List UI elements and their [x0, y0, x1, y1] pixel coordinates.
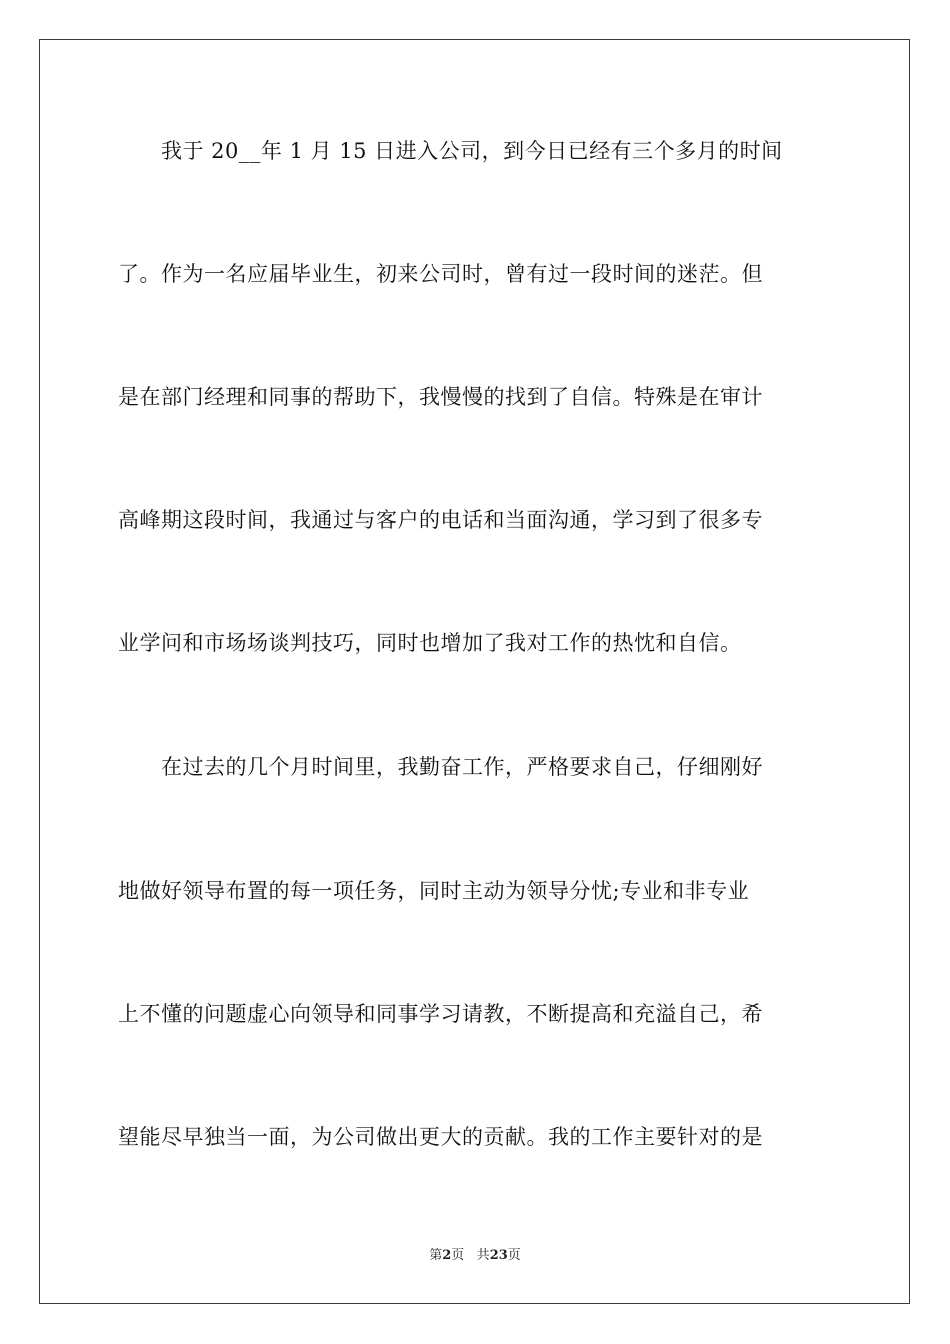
total-suffix: 页: [507, 1248, 521, 1263]
body-line-4: 高峰期这段时间，我通过与客户的电话和当面沟通，学习到了很多专: [118, 508, 763, 532]
current-page-number: 2: [442, 1248, 452, 1263]
body-line-8: 上不懂的问题虚心向领导和同事学习请教，不断提高和充溢自己，希: [118, 1002, 763, 1026]
total-pages-number: 23: [489, 1248, 508, 1263]
page-suffix: 页: [451, 1248, 465, 1263]
page-footer: [0, 1248, 950, 1264]
body-line-3: 是在部门经理和同事的帮助下，我慢慢的找到了自信。特殊是在审计: [118, 385, 763, 409]
body-line-7: 地做好领导布置的每一项任务，同时主动为领导分忧;专业和非专业: [118, 879, 750, 903]
total-prefix: 共: [476, 1248, 490, 1263]
body-line-6: 在过去的几个月时间里，我勤奋工作，严格要求自己，仔细刚好: [118, 755, 763, 779]
page-prefix: 第: [429, 1248, 443, 1263]
body-line-9: 望能尽早独当一面，为公司做出更大的贡献。我的工作主要针对的是: [118, 1125, 763, 1149]
body-line-5: 业学问和市场场谈判技巧，同时也增加了我对工作的热忱和自信。: [118, 631, 742, 655]
page-border: [39, 39, 910, 1304]
body-line-2: 了。作为一名应届毕业生，初来公司时，曾有过一段时间的迷茫。但: [118, 262, 763, 286]
body-line-1: 我于 20__年 1 月 15 日进入公司，到今日已经有三个多月的时间: [118, 139, 783, 163]
